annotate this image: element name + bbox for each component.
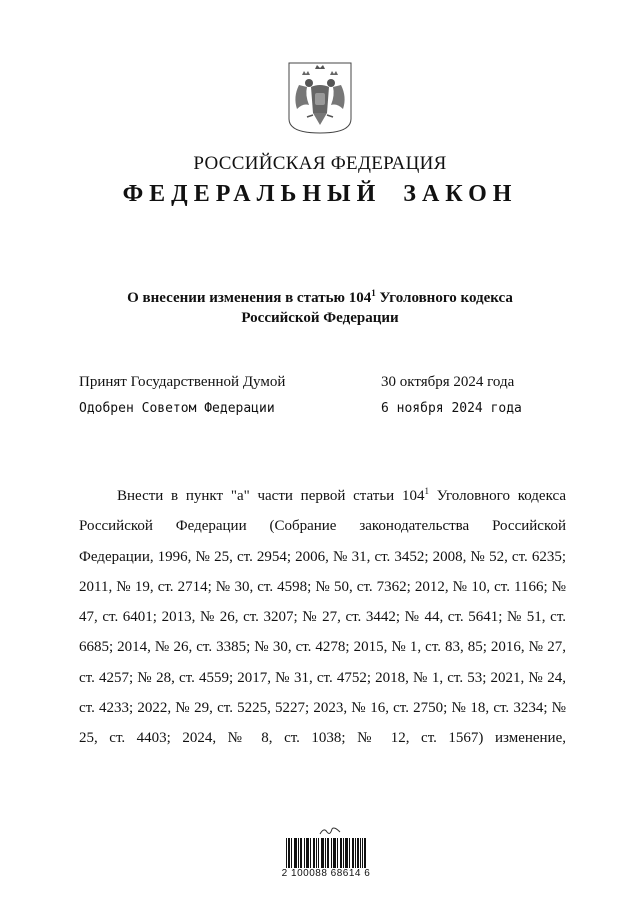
barcode-number: 2 100088 68614 6 bbox=[281, 868, 371, 879]
article-superscript: 1 bbox=[371, 288, 376, 298]
adoption-date-council: 6 ноября 2024 года bbox=[381, 401, 522, 416]
document-type-word2: ЗАКОН bbox=[403, 181, 518, 207]
adoption-label-duma: Принят Государственной Думой bbox=[79, 374, 286, 390]
document-type-word1: ФЕДЕРАЛЬНЫЙ bbox=[122, 181, 382, 207]
country-name: РОССИЙСКАЯ ФЕДЕРАЦИЯ bbox=[193, 153, 447, 174]
coat-of-arms-icon bbox=[287, 61, 353, 135]
adoption-label-council: Одобрен Советом Федерации bbox=[79, 401, 275, 416]
body-text: Внести в пункт "а" части первой статьи 104 bbox=[117, 488, 425, 504]
law-title-line2: Российской Федерации bbox=[241, 310, 399, 326]
signature-mark-icon bbox=[318, 826, 342, 836]
law-title-text: Уголовного кодекса bbox=[375, 290, 513, 306]
law-title bbox=[60, 288, 580, 328]
law-title-text: О внесении изменения в статью 104 bbox=[127, 290, 372, 306]
law-title-line1 bbox=[60, 288, 580, 308]
article-superscript: 1 bbox=[424, 486, 429, 496]
adoption-date-duma: 30 октября 2024 года bbox=[381, 374, 515, 390]
document-type bbox=[0, 181, 640, 208]
body-text: Уголовного кодекса Российской Федерации (Собрание законодательства Российской Федерации, 1996, № 25, ст. 2954; 2006, № 31, ст. 3452; 2008, № 52, ст. 6235; 2011, № 19, ст. 2714; № 30, ст. 4598; № 50, ст. 7362; 2012, № 10, ст. 1166; № 47, ст. 6401; 2013, № 26, ст. 3207; № 27, ст. 3442; № 44, ст. 5641; № 51, ст. 6685; 2014, № 26, ст. 3385; № 30, ст. 4278; 2015, № 1, ст. 83, 85; 2016, № 27, ст. 4257; № 28, ст. 4559; 2017, № 31, ст. 4752; 2018, № 1, ст. 53; 2021, № 24, ст. 4233; 2022, № 29, ст. 5225, 5227; 2023, № 16, ст. 2750; № 18, ст. 3234; № 25, ст. 4403; 2024, № 8, ст. 1038; № 12, ст. 1567) изменение, bbox=[79, 488, 566, 747]
law-body-paragraph bbox=[79, 481, 566, 754]
barcode-icon bbox=[286, 838, 366, 868]
